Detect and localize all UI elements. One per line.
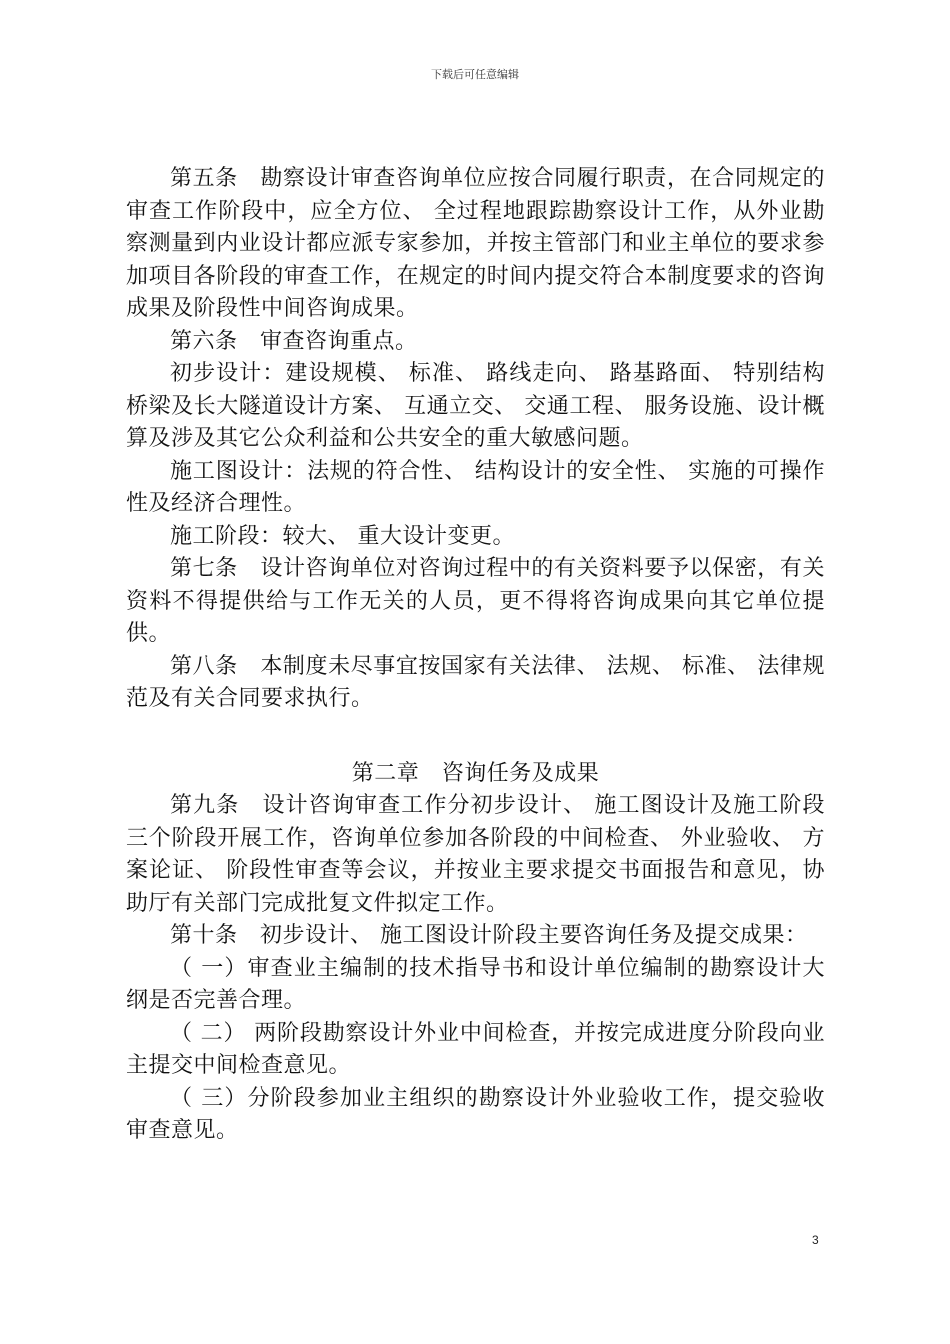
- construction-drawing-focus: 施工图设计：法规的符合性、 结构设计的安全性、 实施的可操作性及经济合理性。: [126, 458, 825, 516]
- article-10: 第十条 初步设计、 施工图设计阶段主要咨询任务及提交成果：: [170, 923, 808, 948]
- article-7: 第七条 设计咨询单位对咨询过程中的有关资料要予以保密，有关资料不得提供给与工作无关的人员，更不得将咨询成果向其它单位提供。: [126, 556, 825, 646]
- preliminary-design-focus: 初步设计：建设规模、 标准、 路线走向、 路基路面、 特别结构桥梁及长大隧道设计方案、 互通立交、 交通工程、 服务设施、设计概算及涉及其它公众利益和公共安全的重大敏感问题。: [126, 361, 825, 451]
- item-1: （ 一）审查业主编制的技术指导书和设计单位编制的勘察设计大纲是否完善合理。: [126, 955, 825, 1013]
- construction-stage-focus: 施工阶段：较大、 重大设计变更。: [170, 523, 515, 549]
- item-3: （ 三）分阶段参加业主组织的勘察设计外业验收工作，提交验收审查意见。: [126, 1085, 825, 1143]
- item-2: （ 二） 两阶段勘察设计外业中间检查，并按完成进度分阶段向业主提交中间检查意见。: [126, 1020, 825, 1078]
- article-5: 第五条 勘察设计审查咨询单位应按合同履行职责，在合同规定的审查工作阶段中，应全方位、 全过程地跟踪勘察设计工作，从外业勘察测量到内业设计都应派专家参加，并按主管部门和业主单位的要求参加项目各阶段的审查工作，在规定的时间内提交符合本制度要求的咨询成果及阶段性中间咨询成果。: [126, 166, 825, 321]
- chapter-title: 第二章 咨询任务及成果: [351, 760, 600, 786]
- page-number: 3: [812, 1233, 819, 1247]
- document-body: [126, 163, 825, 1148]
- article-9: 第九条 设计咨询审查工作分初步设计、 施工图设计及施工阶段三个阶段开展工作，咨询单位参加各阶段的中间检查、 外业验收、 方案论证、 阶段性审查等会议，并按业主要求提交书面报告和意见，协助厅有关部门完成批复文件拟定工作。: [126, 793, 825, 916]
- page-header-note: 下载后可任意编辑: [431, 68, 519, 81]
- article-6: 第六条 审查咨询重点。: [170, 328, 418, 354]
- article-8: 第八条 本制度未尽事宜按国家有关法律、 法规、 标准、 法律规范及有关合同要求执行。: [126, 653, 825, 711]
